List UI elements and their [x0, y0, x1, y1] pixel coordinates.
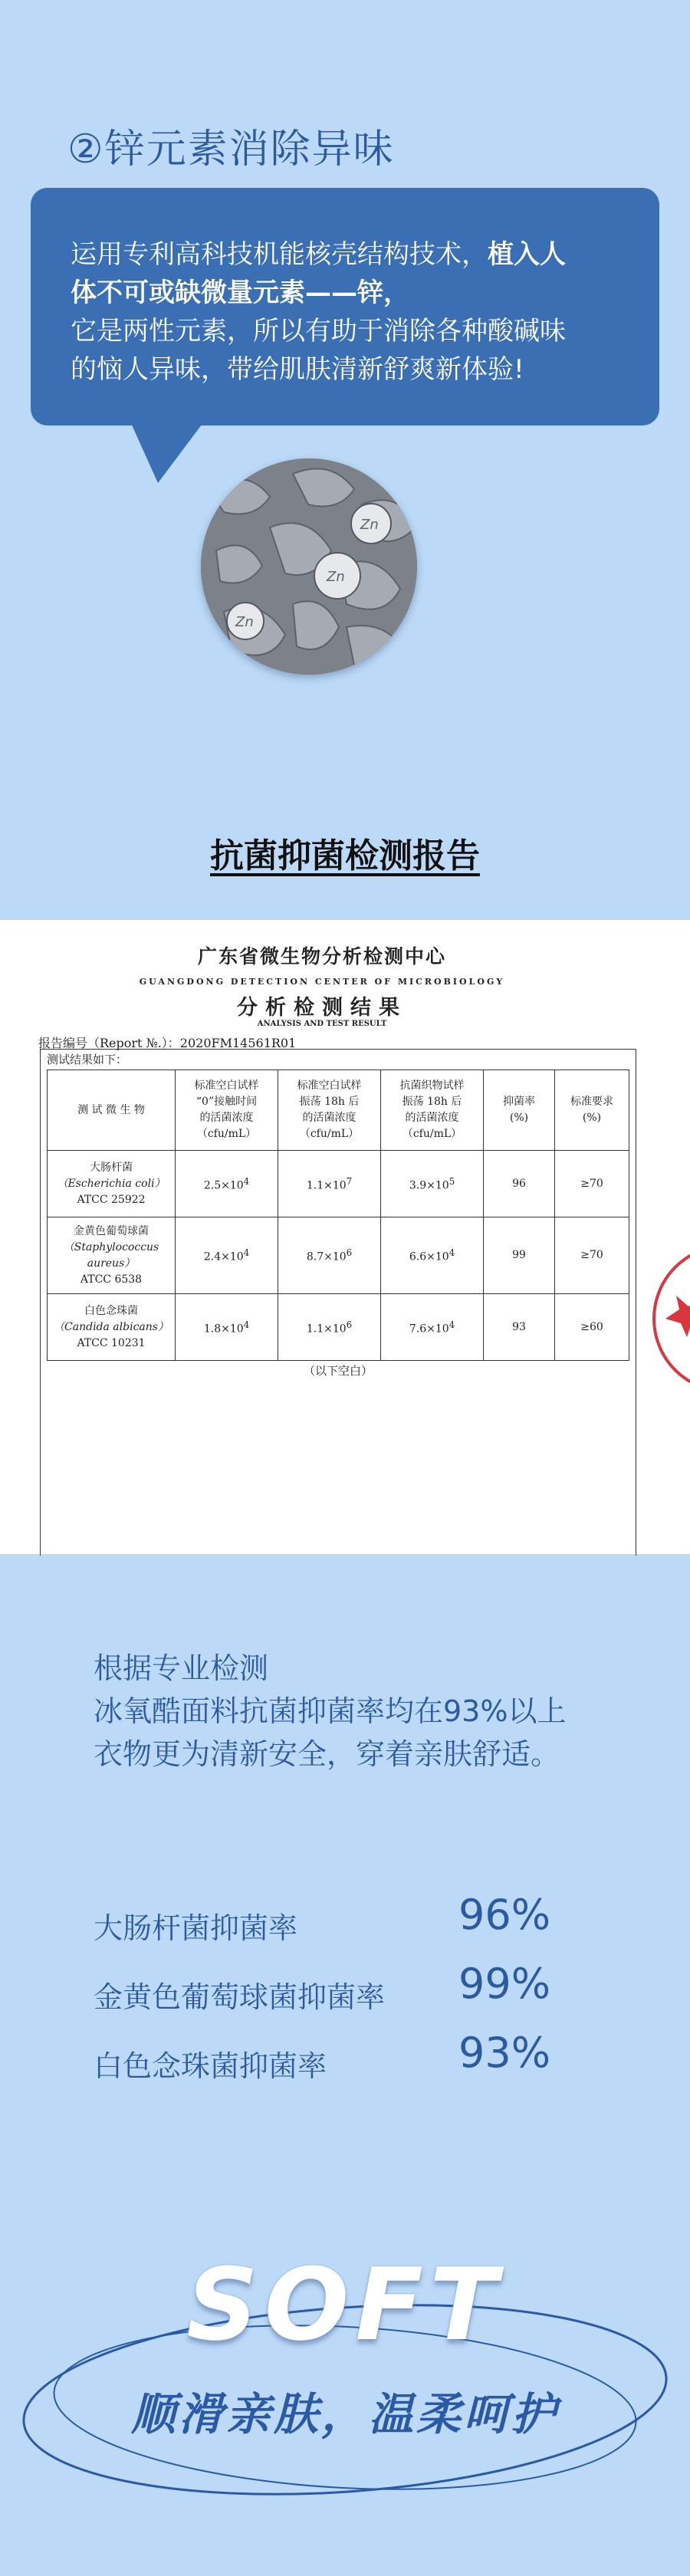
value-exp: 5	[449, 1175, 455, 1187]
report-org-cn: 广东省微生物分析检测中心	[197, 945, 446, 968]
value-exp: 7	[346, 1175, 353, 1187]
section-heading-zinc: ②锌元素消除异味	[67, 127, 395, 172]
rate-cell: 96	[484, 1151, 555, 1217]
header-col3-line: 抗菌织物试样	[399, 1079, 465, 1092]
organism-name: 大肠杆菌	[90, 1161, 133, 1174]
bubble-line2-bold: 体不可或缺微量元素——锌，	[71, 278, 409, 308]
organism-cell	[48, 1151, 176, 1217]
value-exp: 4	[243, 1319, 250, 1330]
value-cell	[381, 1151, 484, 1217]
header-col3	[381, 1070, 484, 1151]
organism-latin: aureus）	[87, 1257, 136, 1270]
header-col2-line: 振荡 18h 后	[299, 1096, 360, 1108]
value-cell	[381, 1217, 484, 1294]
header-col2-line: 标准空白试样	[297, 1079, 362, 1092]
header-col2-line: （cfu/mL）	[299, 1128, 360, 1140]
organism-name: 白色念珠菌	[84, 1304, 138, 1317]
rate-value-calbicans: 93%	[458, 2029, 551, 2077]
value-cell	[381, 1294, 484, 1361]
value-exp: 6	[346, 1247, 353, 1259]
header-col1	[176, 1070, 278, 1151]
table-row	[48, 1151, 629, 1217]
value-base: 3.9×10	[409, 1179, 449, 1192]
test-report-document	[0, 920, 690, 1554]
value-base: 7.6×10	[409, 1322, 449, 1336]
header-col3-line: 的活菌浓度	[405, 1112, 459, 1124]
value-exp: 4	[449, 1319, 455, 1330]
summary-text	[94, 1647, 566, 1776]
value-base: 6.6×10	[409, 1250, 449, 1263]
rate-cell: 99	[484, 1217, 555, 1294]
header-col1-line: （cfu/mL）	[196, 1128, 257, 1140]
table-row	[48, 1294, 629, 1361]
header-col5	[555, 1070, 629, 1151]
rate-label-saureus: 金黄色葡萄球菌抑菌率	[94, 1980, 386, 2014]
organism-latin: （Candida albicans）	[54, 1320, 169, 1333]
speech-bubble	[31, 188, 659, 426]
requirement-cell: ≥60	[555, 1294, 629, 1361]
soft-banner	[0, 2246, 690, 2553]
value-cell	[176, 1217, 278, 1294]
value-base: 8.7×10	[306, 1250, 347, 1263]
organism-latin: （Staphylococcus	[63, 1240, 159, 1254]
value-base: 1.8×10	[203, 1322, 244, 1336]
organism-cell	[48, 1217, 176, 1294]
bubble-line1-normal: 运用专利高科技机能核壳结构技术，	[71, 239, 488, 270]
value-exp: 4	[243, 1175, 250, 1187]
zn-label-2: Zn	[327, 569, 345, 585]
rate-label-calbicans: 白色念珠菌抑菌率	[94, 2049, 327, 2083]
bubble-text	[71, 235, 638, 389]
organism-atcc: ATCC 6538	[80, 1273, 143, 1286]
requirement-cell: ≥70	[555, 1217, 629, 1294]
report-result-cn: 分析检测结果	[237, 996, 407, 1020]
report-result-en: ANALYSIS AND TEST RESULT	[257, 1020, 387, 1028]
bubble-line3: 它是两性元素，所以有助于消除各种酸碱味	[71, 316, 566, 347]
bubble-line1-bold: 植入人	[488, 239, 566, 270]
official-stamp-icon	[642, 1242, 690, 1395]
header-col4-line: 抑菌率	[503, 1096, 535, 1108]
zinc-microscope-image	[201, 458, 417, 675]
value-cell	[176, 1294, 278, 1361]
summary-line1: 根据专业检测	[94, 1651, 269, 1685]
header-col3-line: 振荡 18h 后	[402, 1096, 462, 1108]
header-col2-line: 的活菌浓度	[302, 1112, 356, 1124]
value-exp: 4	[243, 1247, 250, 1259]
header-organism: 测 试 微 生 物	[48, 1070, 176, 1151]
header-col4	[484, 1070, 555, 1151]
summary-line2: 冰氧酷面料抗菌抑菌率均在93%以上	[94, 1694, 567, 1728]
bubble-tail	[130, 422, 204, 483]
value-cell	[278, 1217, 381, 1294]
header-col1-line: 标准空白试样	[194, 1079, 259, 1092]
organism-atcc: ATCC 10231	[77, 1336, 146, 1349]
organism-name: 金黄色葡萄球菌	[74, 1224, 149, 1237]
value-base: 2.5×10	[203, 1179, 244, 1192]
value-base: 1.1×10	[306, 1179, 347, 1192]
requirement-cell: ≥70	[555, 1151, 629, 1217]
header-col3-line: （cfu/mL）	[402, 1128, 462, 1140]
header-col5-line: 标准要求	[570, 1096, 613, 1108]
zn-label-1: Zn	[360, 517, 379, 533]
rate-cell: 93	[484, 1294, 555, 1361]
soft-slogan: 顺滑亲肤，温柔呵护	[130, 2388, 559, 2440]
value-base: 2.4×10	[203, 1250, 244, 1263]
value-cell	[278, 1294, 381, 1361]
header-col2	[278, 1070, 381, 1151]
value-base: 1.1×10	[306, 1322, 347, 1336]
blank-below-note: （以下空白）	[303, 1364, 373, 1378]
organism-latin: （Escherichia coli）	[57, 1177, 166, 1190]
soft-title: SOFT	[186, 2246, 504, 2363]
table-row	[48, 1217, 629, 1294]
value-exp: 4	[449, 1247, 455, 1259]
header-col5-line: (%)	[582, 1112, 602, 1124]
value-cell	[278, 1151, 381, 1217]
report-results-box	[40, 1049, 636, 1556]
results-label: 测试结果如下：	[47, 1053, 128, 1066]
summary-line3: 衣物更为清新安全，穿着亲肤舒适。	[94, 1737, 560, 1771]
rate-label-ecoli: 大肠杆菌抑菌率	[94, 1911, 298, 1945]
results-table	[47, 1070, 629, 1361]
organism-cell	[48, 1294, 176, 1361]
value-cell	[176, 1151, 278, 1217]
bubble-line4: 的恼人异味，带给肌肤清新舒爽新体验!	[71, 354, 524, 385]
rate-value-saureus: 99%	[458, 1960, 551, 2008]
value-exp: 6	[346, 1319, 353, 1330]
header-col1-line: “0”接触时间	[196, 1096, 258, 1108]
organism-atcc: ATCC 25922	[77, 1193, 146, 1206]
table-header-row	[48, 1070, 629, 1151]
report-org-en: GUANGDONG DETECTION CENTER OF MICROBIOLOGY	[139, 977, 505, 987]
header-col1-line: 的活菌浓度	[199, 1112, 254, 1124]
report-number: 报告编号（Report №.）：2020FM14561R01	[38, 1036, 297, 1050]
rate-value-ecoli: 96%	[458, 1891, 551, 1939]
header-col4-line: (%)	[509, 1112, 529, 1124]
report-title: 抗菌抑菌检测报告	[210, 836, 480, 876]
zn-label-3: Zn	[235, 614, 254, 630]
